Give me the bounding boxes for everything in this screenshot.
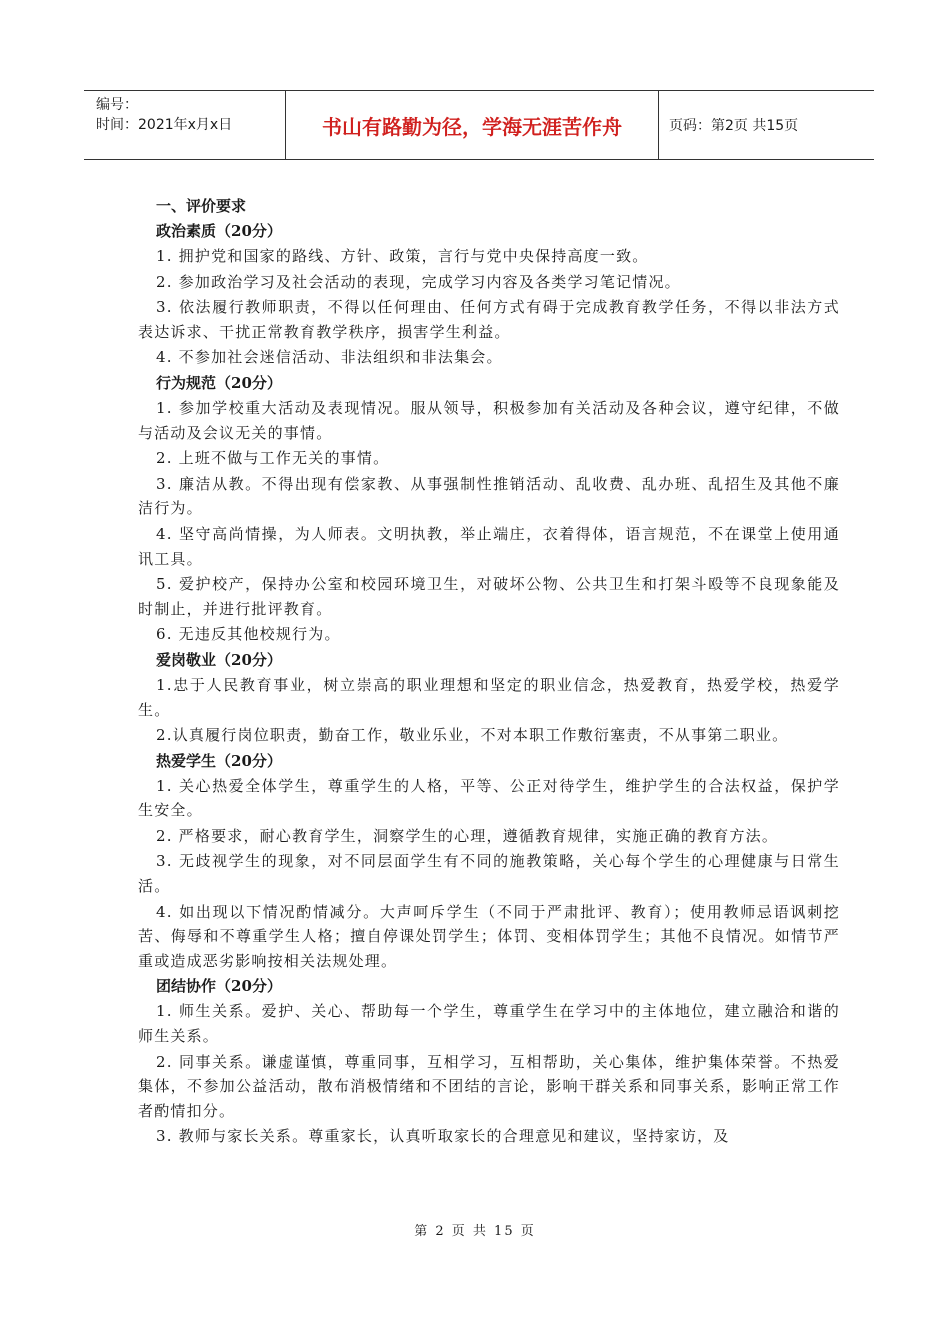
group-title-dedication: 爱岗敬业（20分） — [156, 650, 282, 669]
list-item: 2. 参加政治学习及社会活动的表现，完成学习内容及各类学习笔记情况。 — [156, 272, 681, 291]
list-item: 5. 爱护校产，保持办公室和校园环境卫生，对破坏公物、公共卫生和打架斗殴等不良现象能及时制止，并进行批评教育。 — [138, 575, 840, 618]
document-body — [138, 193, 840, 1149]
list-item: 1.忠于人民教育事业，树立崇高的职业理想和坚定的职业信念，热爱教育，热爱学校，热爱学生。 — [138, 675, 840, 719]
list-item: 1. 关心热爱全体学生，尊重学生的人格，平等、公正对待学生，维护学生的合法权益，保护学生安全。 — [138, 776, 840, 820]
group-title-students: 热爱学生（20分） — [156, 751, 282, 770]
group-title-politics: 政治素质（20分） — [156, 222, 282, 240]
list-item: 3. 廉洁从教。不得出现有偿家教、从事强制性推销活动、乱收费、乱办班、乱招生及其他不廉洁行为。 — [138, 474, 840, 518]
header-motto: 书山有路勤为径，学海无涯苦作舟 — [286, 91, 659, 159]
page-footer: 第 2 页 共 15 页 — [414, 1224, 536, 1239]
list-item: 3. 无歧视学生的现象，对不同层面学生有不同的施教策略，关心每个学生的心理健康与日常生活。 — [138, 852, 840, 896]
list-item: 1. 师生关系。爱护、关心、帮助每一个学生，尊重学生在学习中的主体地位，建立融洽和谐的师生关系。 — [138, 1002, 840, 1046]
list-item: 2. 上班不做与工作无关的事情。 — [156, 449, 390, 468]
document-number-label: 编号： — [96, 97, 138, 113]
list-item: 3. 依法履行教师职责，不得以任何理由、任何方式有碍于完成教育教学任务，不得以非法方式表达诉求、干扰正常教育教学秩序，损害学生利益。 — [138, 298, 840, 341]
list-item: 4. 如出现以下情况酌情减分。大声呵斥学生（不同于严肃批评、教育）；使用教师忌语讽刺挖苦、侮辱和不尊重学生人格；擅自停课处罚学生；体罚、变相体罚学生；其他不良情况。如情节严重或造成恶劣影响按相关法规处理。 — [138, 902, 840, 970]
group-title-teamwork: 团结协作（20分） — [156, 977, 282, 996]
document-time-label: 时间：2021年x月x日 — [96, 117, 233, 133]
header-page-info: 页码：第2页 共15页 — [669, 118, 799, 134]
list-item: 6. 无违反其他校规行为。 — [156, 625, 341, 644]
list-item: 4. 不参加社会迷信活动、非法组织和非法集会。 — [156, 348, 503, 367]
header-table — [84, 90, 874, 160]
list-item: 2. 同事关系。谦虚谨慎，尊重同事，互相学习，互相帮助，关心集体，维护集体荣誉。不热爱集体，不参加公益活动，散布消极情绪和不团结的言论，影响干群关系和同事关系，影响正常工作者酌情扣分。 — [138, 1052, 840, 1120]
list-item: 4. 坚守高尚情操，为人师表。文明执教，举止端庄，衣着得体，语言规范，不在课堂上使用通讯工具。 — [138, 524, 840, 568]
list-item: 3. 教师与家长关系。尊重家长，认真听取家长的合理意见和建议，坚持家访，及 — [156, 1127, 730, 1146]
section-title: 一、评价要求 — [156, 197, 247, 215]
list-item: 2. 严格要求，耐心教育学生，洞察学生的心理，遵循教育规律，实施正确的教育方法。 — [156, 826, 779, 845]
list-item: 2.认真履行岗位职责，勤奋工作，敬业乐业，不对本职工作敷衍塞责，不从事第二职业。 — [156, 726, 789, 745]
group-title-conduct: 行为规范（20分） — [156, 373, 282, 392]
header-meta-cell — [84, 91, 286, 159]
list-item: 1. 拥护党和国家的路线、方针、政策，言行与党中央保持高度一致。 — [156, 247, 649, 265]
list-item: 1. 参加学校重大活动及表现情况。服从领导，积极参加有关活动及各种会议，遵守纪律，不做与活动及会议无关的事情。 — [138, 398, 840, 442]
